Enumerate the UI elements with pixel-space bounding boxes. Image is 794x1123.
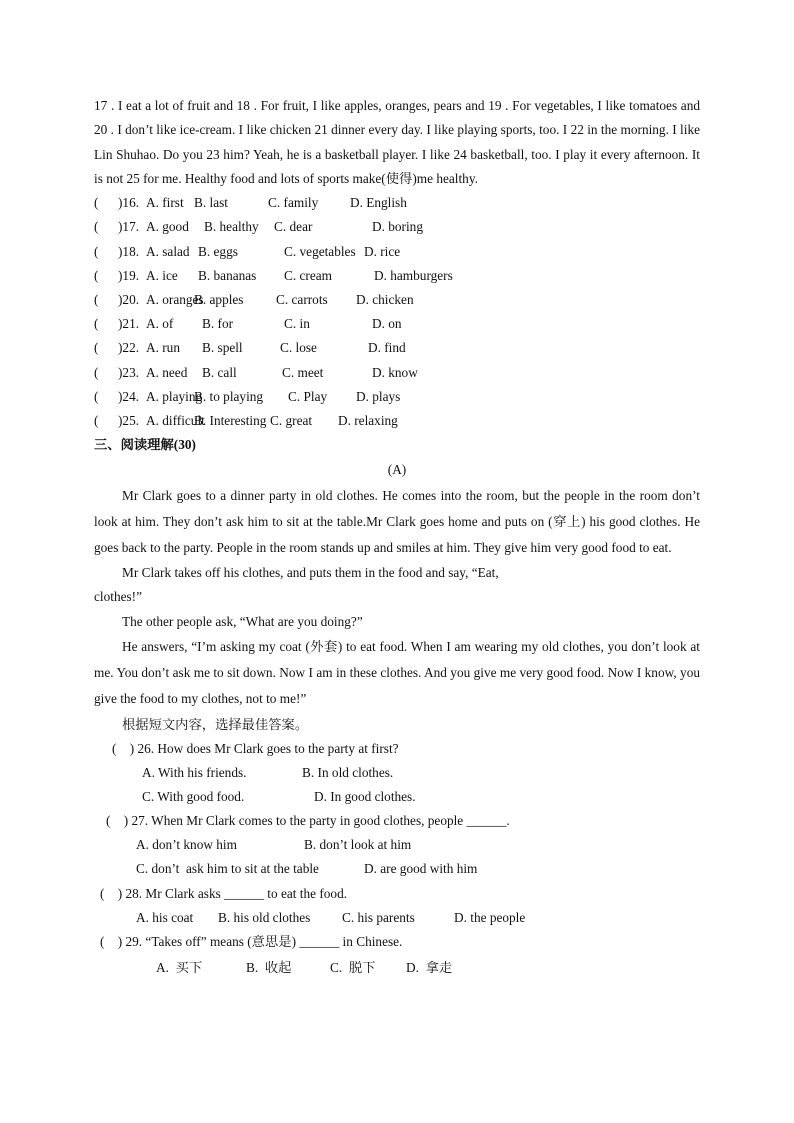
option-d[interactable]: D. English (350, 195, 407, 211)
reading-question-stem: ( ) 28. Mr Clark asks ______ to eat the food. (100, 885, 348, 901)
reading-options-row (94, 954, 700, 982)
reading-option[interactable]: C. 脱下 (330, 960, 376, 976)
option-b[interactable]: B. bananas (198, 267, 257, 283)
option-d[interactable]: D. on (372, 316, 402, 332)
cloze-question (94, 191, 700, 215)
worksheet-page (94, 94, 700, 982)
cloze-question (94, 264, 700, 288)
option-a[interactable]: A. salad (146, 243, 190, 259)
option-d[interactable]: D. find (368, 340, 406, 356)
question-number: )19. (118, 267, 140, 283)
option-c[interactable]: C. vegetables (284, 243, 356, 259)
question-number: )17. (118, 219, 140, 235)
section-title: 三、阅读理解(30) (94, 437, 196, 453)
question-number: )18. (118, 243, 140, 259)
option-a[interactable]: A. first (146, 195, 184, 211)
option-d[interactable]: D. know (372, 364, 418, 380)
option-b[interactable]: B. Interesting (194, 412, 267, 428)
reading-option[interactable]: C. don’t ask him to sit at the table (136, 861, 319, 877)
option-c[interactable]: C. Play (288, 388, 328, 404)
option-c[interactable]: C. carrots (276, 291, 328, 307)
option-d[interactable]: D. chicken (356, 291, 414, 307)
answer-bracket[interactable]: ( (94, 219, 99, 235)
cloze-question (94, 288, 700, 312)
cloze-question (94, 312, 700, 336)
option-b[interactable]: B. for (202, 316, 234, 332)
reading-options-row (94, 857, 700, 881)
cloze-question (94, 215, 700, 239)
option-b[interactable]: B. spell (202, 340, 243, 356)
reading-option[interactable]: A. With his friends. (142, 764, 247, 780)
answer-bracket[interactable]: ( (94, 412, 99, 428)
reading-options-row (94, 785, 700, 809)
story-paragraph-1: Mr Clark goes to a dinner party in old clothes. He comes into the room, but the people in the room don’t look at him. They don’t ask him to sit at the table.Mr Clark goes home and puts on (穿上) his good clothes. He goes back to the party. People in the room stands up and smiles at him. They give him very good food to eat. (94, 488, 700, 555)
option-c[interactable]: C. dear (274, 219, 313, 235)
story-paragraph-2-cont: clothes!” (94, 589, 142, 605)
reading-option[interactable]: C. his parents (342, 909, 415, 925)
answer-bracket[interactable]: ( (94, 195, 99, 211)
answer-bracket[interactable]: ( (94, 340, 99, 356)
reading-option[interactable]: B. 收起 (246, 960, 292, 976)
question-number: )21. (118, 316, 140, 332)
option-c[interactable]: C. in (284, 316, 310, 332)
answer-bracket[interactable]: ( (94, 267, 99, 283)
question-number: )23. (118, 364, 140, 380)
reading-question-stem: ( ) 29. “Takes off” means (意思是) ______ in Chinese. (100, 934, 403, 950)
option-b[interactable]: B. healthy (204, 219, 259, 235)
option-b[interactable]: B. eggs (198, 243, 238, 259)
instruction-text: 根据短文内容，选择最佳答案。 (122, 716, 309, 732)
reading-options-row (94, 833, 700, 857)
story-paragraph-2: Mr Clark takes off his clothes, and puts them in the food and say, “Eat, (122, 564, 499, 580)
cloze-passage: 17 . I eat a lot of fruit and 18 . For fruit, I like apples, oranges, pears and 19 . For vegetables, I like tomatoes and 20 . I don’t like ice-cream. I like chicken 21 dinner every day. I like playing sports, too. I 22 in the morning. I like Lin Shuhao. Do you 23 him? Yeah, he is a basketball player. I like 24 basketball, too. I play it every afternoon. It is not 25 for me. Healthy food and lots of sports make(使得)me healthy. (94, 98, 700, 186)
option-c[interactable]: C. cream (284, 267, 332, 283)
option-c[interactable]: C. family (268, 195, 319, 211)
cloze-question (94, 240, 700, 264)
option-b[interactable]: B. call (202, 364, 237, 380)
story-paragraph-3: The other people ask, “What are you doing?” (122, 613, 363, 629)
option-b[interactable]: B. apples (194, 291, 244, 307)
reading-option[interactable]: B. his old clothes (218, 909, 311, 925)
option-a[interactable]: A. of (146, 316, 174, 332)
option-c[interactable]: C. lose (280, 340, 317, 356)
option-c[interactable]: C. meet (282, 364, 324, 380)
answer-bracket[interactable]: ( (94, 388, 99, 404)
reading-option[interactable]: D. are good with him (364, 861, 478, 877)
option-b[interactable]: B. last (194, 195, 228, 211)
question-number: )20. (118, 291, 140, 307)
reading-option[interactable]: B. don’t look at him (304, 837, 412, 853)
reading-option[interactable]: C. With good food. (142, 788, 245, 804)
answer-bracket[interactable]: ( (94, 291, 99, 307)
option-a[interactable]: A. ice (146, 267, 178, 283)
cloze-question-list (94, 191, 700, 433)
cloze-question (94, 385, 700, 409)
option-a[interactable]: A. playing (146, 388, 203, 404)
reading-options-row (94, 761, 700, 785)
cloze-question (94, 361, 700, 385)
option-a[interactable]: A. run (146, 340, 180, 356)
option-d[interactable]: D. relaxing (338, 412, 398, 428)
reading-option[interactable]: A. 买下 (156, 960, 203, 976)
option-c[interactable]: C. great (270, 412, 313, 428)
passage-label: (A) (387, 462, 407, 478)
reading-option[interactable]: D. 拿走 (406, 960, 453, 976)
reading-options-row (94, 906, 700, 930)
option-d[interactable]: D. rice (364, 243, 401, 259)
option-a[interactable]: A. oranges (146, 291, 204, 307)
option-a[interactable]: A. good (146, 219, 189, 235)
question-number: )16. (118, 195, 140, 211)
option-d[interactable]: D. hamburgers (374, 267, 453, 283)
reading-question-stem: ( ) 27. When Mr Clark comes to the party in good clothes, people ______. (106, 813, 510, 829)
option-a[interactable]: A. need (146, 364, 188, 380)
reading-question-list (94, 737, 700, 983)
answer-bracket[interactable]: ( (94, 316, 99, 332)
cloze-question (94, 336, 700, 360)
option-d[interactable]: D. boring (372, 219, 423, 235)
option-a[interactable]: A. difficult (146, 412, 205, 428)
question-number: )25. (118, 412, 140, 428)
reading-option[interactable]: B. In old clothes. (302, 764, 394, 780)
question-number: )22. (118, 340, 140, 356)
reading-option[interactable]: D. In good clothes. (314, 788, 416, 804)
option-d[interactable]: D. plays (356, 388, 401, 404)
cloze-question (94, 409, 700, 433)
question-number: )24. (118, 388, 140, 404)
reading-option[interactable]: A. his coat (136, 909, 194, 925)
story-paragraph-4: He answers, “I’m asking my coat (外套) to eat food. When I am wearing my old clothes, you don’t look at me. You don’t ask me to sit down. Now I am in these clothes. And you give me very good food. Now I know, you give the food to my clothes, not to me!” (94, 639, 700, 706)
reading-option[interactable]: D. the people (454, 909, 526, 925)
reading-question-stem: ( ) 26. How does Mr Clark goes to the party at first? (112, 740, 399, 756)
reading-option[interactable]: A. don’t know him (136, 837, 237, 853)
answer-bracket[interactable]: ( (94, 243, 99, 259)
answer-bracket[interactable]: ( (94, 364, 99, 380)
option-b[interactable]: B. to playing (194, 388, 264, 404)
